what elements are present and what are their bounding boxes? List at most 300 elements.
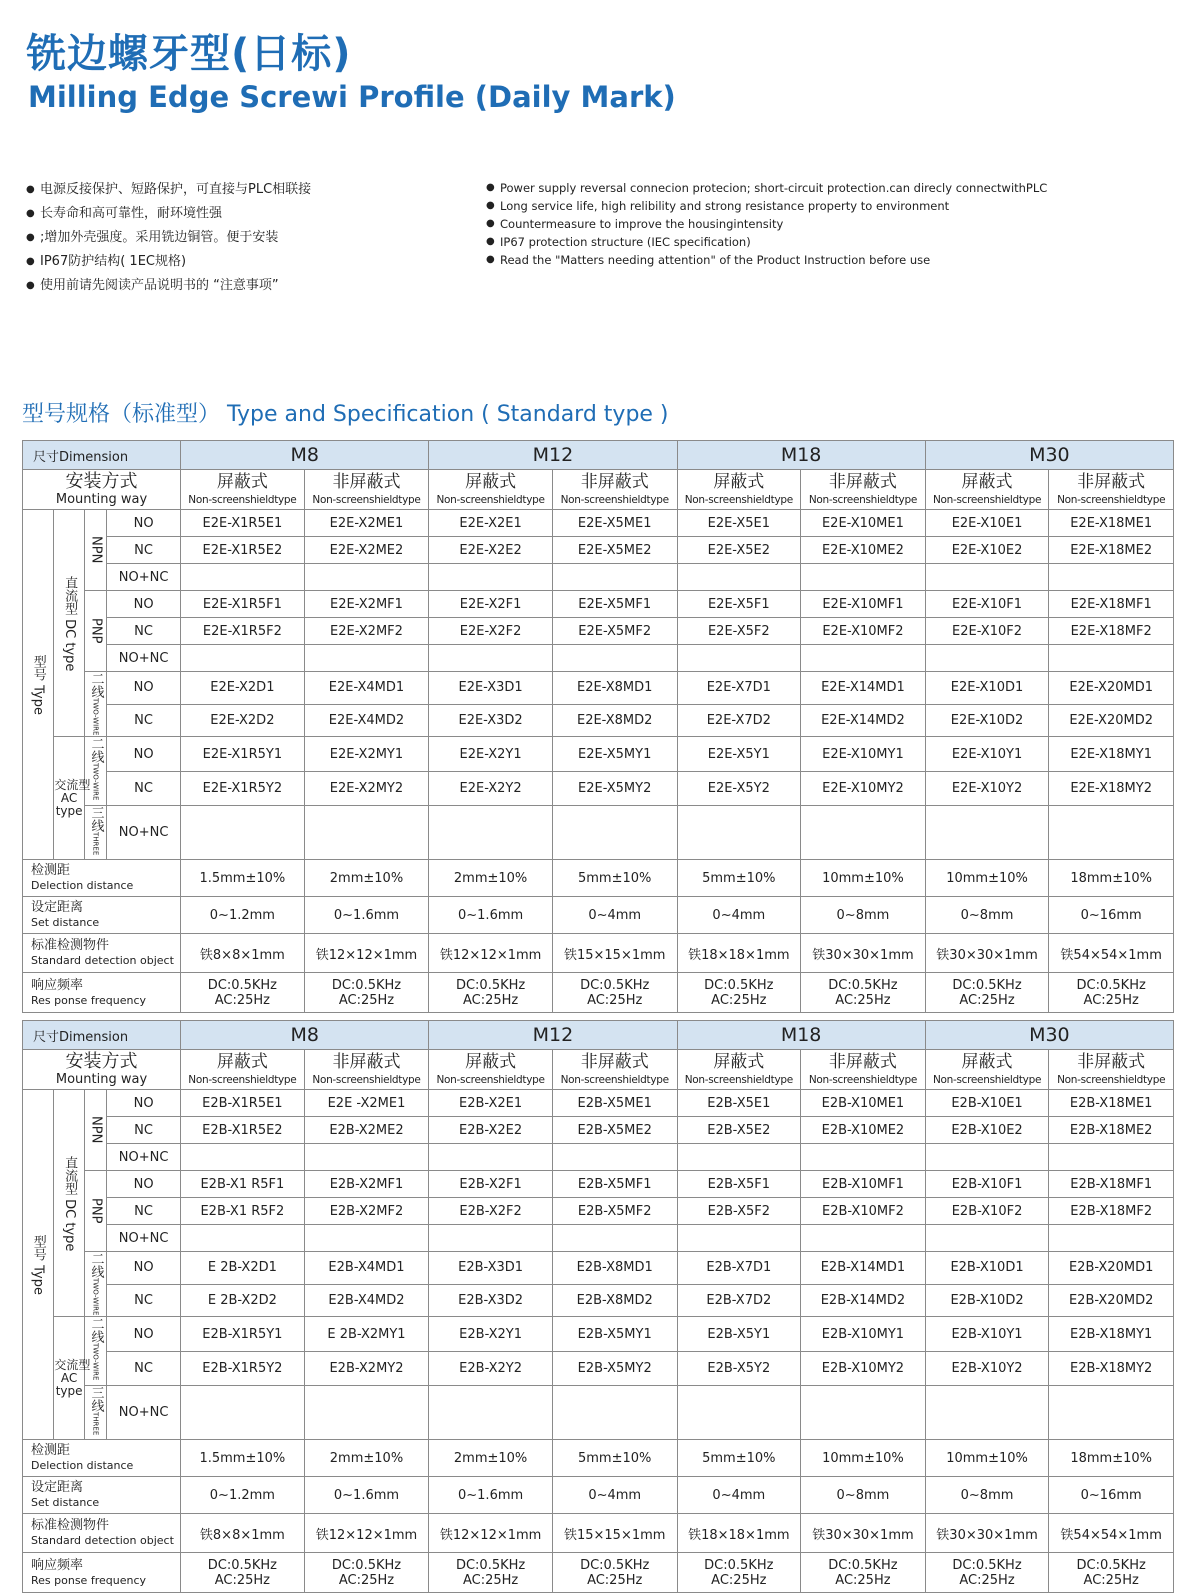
table-cell [552, 537, 677, 564]
table-cell [677, 897, 801, 934]
table-cell [181, 1553, 305, 1593]
dc-frequency: DC:0.5KHz [952, 977, 1022, 993]
spec-value: 铁12×12×1mm [315, 1527, 418, 1543]
model-number: E2E-X4MD2 [328, 713, 405, 729]
table-cell [552, 737, 677, 771]
table-cell [677, 1477, 801, 1514]
model-number: E2B-X18ME1 [1069, 1095, 1153, 1111]
output-type-cell [107, 737, 181, 771]
model-number: E2B-X10E1 [951, 1095, 1023, 1111]
model-number: E2E-X18ME1 [1070, 515, 1153, 531]
table-cell [552, 510, 677, 537]
ac-frequency: AC:25Hz [462, 1572, 519, 1588]
table-cell [801, 591, 926, 618]
table-cell [304, 1440, 429, 1477]
table-cell [925, 591, 1049, 618]
table-cell [552, 1317, 677, 1351]
table-cell [1049, 1351, 1174, 1385]
table-cell [429, 704, 553, 737]
model-number: E2E-X10E1 [951, 515, 1023, 531]
shield-type-label: 非屏蔽式 [1077, 471, 1146, 492]
model-number: E2E-X10Y1 [951, 746, 1023, 762]
model-number: E2B-X1R5Y1 [202, 1326, 283, 1342]
page-title-cn: 铣边螺牙型(日标) [26, 31, 352, 77]
size-header [677, 1021, 925, 1050]
dc-two-wire-group [84, 1252, 106, 1317]
three-wire-label-en: THREE [91, 831, 100, 856]
model-number: E2E-X2Y2 [459, 780, 522, 796]
model-number: E2E-X1R5Y2 [202, 780, 283, 796]
table-cell [181, 1090, 305, 1117]
spec-label-cn: 响应频率 [31, 1557, 84, 1573]
spec-label-cn: 标准检测物件 [31, 938, 110, 954]
shield-type-label-en: Non-screenshieldtype [560, 1073, 669, 1086]
spec-value: 0~4mm [712, 1487, 766, 1503]
model-number: E2E-X5MY2 [578, 780, 652, 796]
model-number: E 2B-X2D2 [207, 1293, 277, 1309]
shield-type-label: 屏蔽式 [216, 1051, 268, 1072]
spec-value: 铁15×15×1mm [563, 947, 666, 963]
size-label: M12 [532, 1024, 574, 1046]
shield-type-label-en: Non-screenshieldtype [684, 493, 793, 506]
spec-value: 铁12×12×1mm [439, 947, 542, 963]
table-cell [429, 860, 553, 897]
spec-value: 0~4mm [588, 907, 642, 923]
table-cell [1049, 1553, 1174, 1593]
empty-cell [429, 1385, 553, 1439]
output-type-cell [107, 1385, 181, 1439]
list-item: ● 电源反接保护、短路保护，可直接与PLC相联接 [26, 180, 311, 204]
spec-label-en: Res ponse frequency [31, 993, 146, 1007]
frequency-row [23, 973, 1174, 1013]
empty-cell [677, 1225, 801, 1252]
table-cell [1049, 1284, 1174, 1317]
empty-cell [677, 805, 801, 859]
npn-label: NPN [88, 1116, 104, 1144]
table-cell [677, 618, 801, 645]
spec-label [23, 1514, 181, 1553]
list-item: ● Read the "Matters needing attention" of the Product Instruction before use [486, 252, 1047, 270]
table-cell [181, 537, 305, 564]
empty-cell [1049, 1385, 1174, 1439]
spec-value: 铁30×30×1mm [812, 947, 914, 963]
output-label: NO [133, 1095, 154, 1111]
model-number: E2B-X10ME1 [821, 1095, 905, 1111]
dc-frequency: DC:0.5KHz [580, 1557, 650, 1573]
two-wire-label-en: TWO-WIRE [91, 763, 100, 801]
spec-value: 铁8×8×1mm [199, 1527, 285, 1543]
table-cell [925, 1514, 1049, 1553]
table-cell [429, 618, 553, 645]
table-cell [801, 1553, 926, 1593]
size-header [429, 441, 677, 470]
table-cell [304, 1117, 429, 1144]
detection-row [23, 860, 1174, 897]
dc-group [54, 510, 84, 737]
table-cell [304, 1284, 429, 1317]
spec-value: 5mm±10% [702, 1450, 776, 1466]
table-cell [677, 1171, 801, 1198]
feature-list-en [486, 180, 1047, 270]
model-number: E2E-X5MF2 [578, 623, 652, 639]
table-cell [1049, 1477, 1174, 1514]
empty-cell [304, 1144, 429, 1171]
table-cell [801, 737, 926, 771]
model-number: E2E-X2MY2 [329, 780, 404, 796]
ac-type-word: type [55, 1383, 83, 1398]
pnp-group [84, 1171, 106, 1252]
model-number: E2E-X5E2 [707, 542, 771, 558]
model-number: E2B-X7D1 [706, 1260, 772, 1276]
table-cell [181, 1117, 305, 1144]
table-cell [677, 510, 801, 537]
shield-header [181, 470, 305, 510]
ac-two-wire-group [84, 1317, 106, 1385]
table-cell [801, 1090, 926, 1117]
table-cell [429, 1284, 553, 1317]
table-cell [1049, 618, 1174, 645]
model-number: E2E-X18MY1 [1070, 746, 1152, 762]
shield-header [429, 1050, 553, 1090]
ac-frequency: AC:25Hz [959, 992, 1015, 1008]
empty-cell [925, 1385, 1049, 1439]
model-number: E2B-X4MD1 [328, 1260, 405, 1276]
spec-table-e2b [22, 1020, 1174, 1593]
output-label: NC [134, 1293, 153, 1309]
spec-label [23, 973, 181, 1013]
table-cell [304, 1252, 429, 1285]
size-label: M8 [290, 1024, 319, 1046]
spec-value: 铁30×30×1mm [812, 1527, 914, 1543]
table-cell [801, 704, 926, 737]
model-number: E2E-X1R5F1 [202, 596, 282, 612]
empty-cell [429, 805, 553, 859]
size-label: M12 [532, 444, 574, 466]
table-cell [429, 1440, 553, 1477]
list-item: ● IP67 protection structure (IEC specification) [486, 234, 1047, 252]
output-label: NO+NC [118, 1230, 169, 1246]
table-cell [552, 973, 677, 1013]
spec-value: 10mm±10% [946, 870, 1028, 886]
model-number: E2E-X18ME2 [1070, 542, 1153, 558]
spec-value: 0~1.6mm [458, 1487, 524, 1503]
detection-row [23, 1440, 1174, 1477]
model-number: E2E-X10D1 [950, 680, 1024, 696]
table-cell [1049, 1117, 1174, 1144]
table-cell [801, 1284, 926, 1317]
output-label: NC [134, 542, 153, 558]
table-cell [304, 1477, 429, 1514]
table-cell [304, 537, 429, 564]
dc-frequency: DC:0.5KHz [704, 1557, 774, 1573]
model-number: E2E-X10MF2 [822, 623, 904, 639]
model-number: E2B-X18MF2 [1070, 1203, 1153, 1219]
mount-label-en: Mounting way [55, 1072, 148, 1087]
table-cell [304, 1514, 429, 1553]
two-wire-label: 二线 [88, 1317, 104, 1344]
table-cell [429, 1514, 553, 1553]
spec-value: 10mm±10% [822, 1450, 904, 1466]
shield-type-label-en: Non-screenshieldtype [808, 493, 917, 506]
spec-table-e2e [22, 440, 1174, 1013]
dimension-header [23, 441, 181, 470]
table-cell [181, 1440, 305, 1477]
spec-value: 5mm±10% [578, 1450, 652, 1466]
model-number: E2B-X2E1 [459, 1095, 523, 1111]
table-cell [552, 1514, 677, 1553]
output-type-cell [107, 1252, 181, 1285]
table-cell [925, 973, 1049, 1013]
table-cell [677, 1514, 801, 1553]
spec-value: 0~16mm [1080, 1487, 1142, 1503]
table-cell [304, 737, 429, 771]
model-number: E2E-X2D1 [210, 680, 275, 696]
empty-cell [429, 1225, 553, 1252]
spec-value: 铁8×8×1mm [199, 947, 285, 963]
ac-frequency: AC:25Hz [1083, 992, 1139, 1008]
shield-type-label-en: Non-screenshieldtype [188, 493, 297, 506]
output-type-cell [107, 1198, 181, 1225]
shield-type-label: 屏蔽式 [465, 471, 517, 492]
table-cell [1049, 1171, 1174, 1198]
table-cell [677, 1440, 801, 1477]
ac-frequency: AC:25Hz [835, 992, 891, 1008]
ac-three-wire-group [84, 805, 106, 859]
output-type-cell [107, 591, 181, 618]
mount-label-en: Mounting way [55, 492, 148, 507]
empty-cell [181, 805, 305, 859]
empty-cell [552, 1385, 677, 1439]
mounting-header [23, 1050, 181, 1090]
ac-frequency: AC:25Hz [1083, 1572, 1139, 1588]
spec-value: 0~8mm [960, 907, 1014, 923]
shield-type-label-en: Non-screenshieldtype [932, 493, 1042, 506]
spec-label [23, 1477, 181, 1514]
table-cell [304, 1317, 429, 1351]
output-type-cell [107, 704, 181, 737]
model-number: E2E-X3D1 [458, 680, 523, 696]
spec-value: 铁18×18×1mm [688, 1527, 790, 1543]
empty-cell [677, 564, 801, 591]
spec-value: 0~1.6mm [333, 907, 400, 923]
model-number: E2B-X18MY2 [1070, 1360, 1153, 1376]
model-number: E2B-X10E2 [951, 1122, 1023, 1138]
npn-label: NPN [88, 536, 104, 564]
model-number: E2E-X2E1 [459, 515, 522, 531]
size-header [925, 441, 1173, 470]
spec-value: 0~4mm [588, 1487, 642, 1503]
spec-value: 0~1.2mm [209, 907, 275, 923]
shield-type-label-en: Non-screenshieldtype [1057, 493, 1166, 506]
table-cell [552, 1090, 677, 1117]
table-cell [552, 1284, 677, 1317]
spec-value: 0~8mm [960, 1487, 1014, 1503]
table-cell [304, 934, 429, 973]
model-number: E2E-X10MY1 [822, 746, 904, 762]
empty-cell [552, 564, 677, 591]
table-cell [181, 618, 305, 645]
table-cell [429, 591, 553, 618]
table-cell [552, 771, 677, 805]
spec-value: 0~8mm [836, 907, 890, 923]
shield-type-label-en: Non-screenshieldtype [312, 1073, 421, 1086]
model-number: E2E-X2MY1 [329, 746, 404, 762]
model-number: E2B-X2E2 [459, 1122, 523, 1138]
ac-frequency: AC:25Hz [711, 1572, 767, 1588]
model-number: E2E-X7D2 [706, 713, 771, 729]
table-cell [304, 860, 429, 897]
table-cell [552, 934, 677, 973]
empty-cell [304, 564, 429, 591]
shield-type-label: 非屏蔽式 [580, 1051, 649, 1072]
table-cell [1049, 537, 1174, 564]
empty-cell [1049, 1144, 1174, 1171]
table-cell [552, 1553, 677, 1593]
set-distance-row [23, 1477, 1174, 1514]
spec-label [23, 1440, 181, 1477]
table-cell [304, 510, 429, 537]
table-cell [677, 537, 801, 564]
model-number: E2B-X2Y1 [459, 1326, 523, 1342]
table-cell [429, 897, 553, 934]
spec-label-cn: 检测距 [31, 863, 71, 879]
spec-label [23, 897, 181, 934]
table-cell [677, 1284, 801, 1317]
mount-label-cn: 安装方式 [65, 471, 138, 492]
model-number: E2B-X8MD1 [576, 1260, 653, 1276]
empty-cell [1049, 645, 1174, 672]
dc-frequency: DC:0.5KHz [704, 977, 774, 993]
table-cell [677, 672, 801, 705]
table-cell [552, 1440, 677, 1477]
empty-cell [304, 1385, 429, 1439]
output-label: NO [133, 746, 154, 762]
spec-value: 铁12×12×1mm [439, 1527, 542, 1543]
table-cell [1049, 771, 1174, 805]
model-number: E2E-X5MY1 [578, 746, 652, 762]
model-number: E2B-X18ME2 [1069, 1122, 1153, 1138]
table-cell [181, 1198, 305, 1225]
model-number: E2E-X5ME1 [577, 515, 652, 531]
table-cell [801, 1252, 926, 1285]
spec-value: 10mm±10% [822, 870, 904, 886]
ac-frequency: AC:25Hz [835, 1572, 891, 1588]
table-cell [925, 510, 1049, 537]
model-number: E2B-X3D1 [458, 1260, 524, 1276]
shield-header [677, 470, 801, 510]
table-cell [304, 1553, 429, 1593]
output-label: NO [133, 1260, 154, 1276]
model-number: E2B-X5ME1 [577, 1095, 652, 1111]
mounting-header [23, 470, 181, 510]
spec-value: 0~4mm [712, 907, 766, 923]
page-title-en: Milling Edge Screwi Profile (Daily Mark) [28, 80, 676, 114]
npn-group [84, 510, 106, 591]
spec-label-en: Set distance [31, 1496, 100, 1510]
shield-type-label-en: Non-screenshieldtype [932, 1073, 1042, 1086]
table-cell [181, 672, 305, 705]
shield-header [304, 470, 429, 510]
table-cell [801, 860, 926, 897]
output-type-cell [107, 672, 181, 705]
model-number: E2E-X10Y2 [951, 780, 1023, 796]
table-cell [801, 510, 926, 537]
table-cell [552, 704, 677, 737]
shield-header [304, 1050, 429, 1090]
dc-frequency: DC:0.5KHz [207, 977, 277, 993]
shield-header [925, 470, 1049, 510]
model-number: E2E-X10ME2 [821, 542, 904, 558]
model-number: E2E-X3D2 [458, 713, 523, 729]
ac-label-en: AC [60, 1370, 78, 1385]
dc-type-label: 直流型 DC type [62, 1155, 78, 1251]
output-label: NC [134, 1360, 153, 1376]
shield-header [801, 1050, 926, 1090]
empty-cell [552, 645, 677, 672]
spec-label-cn: 设定距离 [31, 1480, 84, 1496]
table-cell [304, 1171, 429, 1198]
table-cell [1049, 1317, 1174, 1351]
model-number: E2B-X14MD1 [820, 1260, 906, 1276]
spec-label-en: Delection distance [31, 879, 134, 893]
table-cell [677, 771, 801, 805]
type-label: 型号 Type [30, 1234, 46, 1295]
spec-label-cn: 检测距 [31, 1443, 71, 1459]
table-cell [801, 934, 926, 973]
model-number: E2B-X20MD1 [1068, 1260, 1154, 1276]
spec-label-cn: 设定距离 [31, 900, 84, 916]
table-cell [801, 1198, 926, 1225]
spec-label [23, 860, 181, 897]
output-type-cell [107, 805, 181, 859]
shield-header [181, 1050, 305, 1090]
table-cell [429, 1252, 553, 1285]
shield-header [429, 470, 553, 510]
size-header [181, 1021, 429, 1050]
two-wire-label-en: TWO-WIRE [91, 1343, 100, 1381]
ac-group [54, 1317, 91, 1440]
shield-header [925, 1050, 1049, 1090]
model-number: E2E-X1R5E2 [202, 542, 283, 558]
dc-frequency: DC:0.5KHz [952, 1557, 1022, 1573]
shield-type-label: 非屏蔽式 [332, 1051, 401, 1072]
empty-cell [677, 645, 801, 672]
table-cell [552, 860, 677, 897]
size-label: M18 [780, 444, 822, 466]
model-number: E2E-X1R5Y1 [202, 746, 283, 762]
spec-value: 10mm±10% [946, 1450, 1028, 1466]
table-cell [677, 1090, 801, 1117]
output-label: NO+NC [118, 650, 169, 666]
model-number: E2E-X10MF1 [822, 596, 904, 612]
pnp-label: PNP [88, 1198, 104, 1224]
spec-label-cn: 响应频率 [31, 977, 84, 993]
table-cell [429, 1090, 553, 1117]
table-cell [925, 1117, 1049, 1144]
model-number: E2E-X2ME1 [329, 515, 404, 531]
table-cell [429, 973, 553, 1013]
empty-cell [552, 1144, 677, 1171]
ac-frequency: AC:25Hz [214, 992, 270, 1008]
model-number: E2B-X10ME2 [821, 1122, 905, 1138]
ac-frequency: AC:25Hz [338, 992, 395, 1008]
empty-cell [801, 1385, 926, 1439]
dc-frequency: DC:0.5KHz [828, 1557, 898, 1573]
table-cell [181, 1317, 305, 1351]
table-cell [677, 704, 801, 737]
model-number: E2B-X3D2 [458, 1293, 524, 1309]
dc-frequency: DC:0.5KHz [331, 977, 402, 993]
